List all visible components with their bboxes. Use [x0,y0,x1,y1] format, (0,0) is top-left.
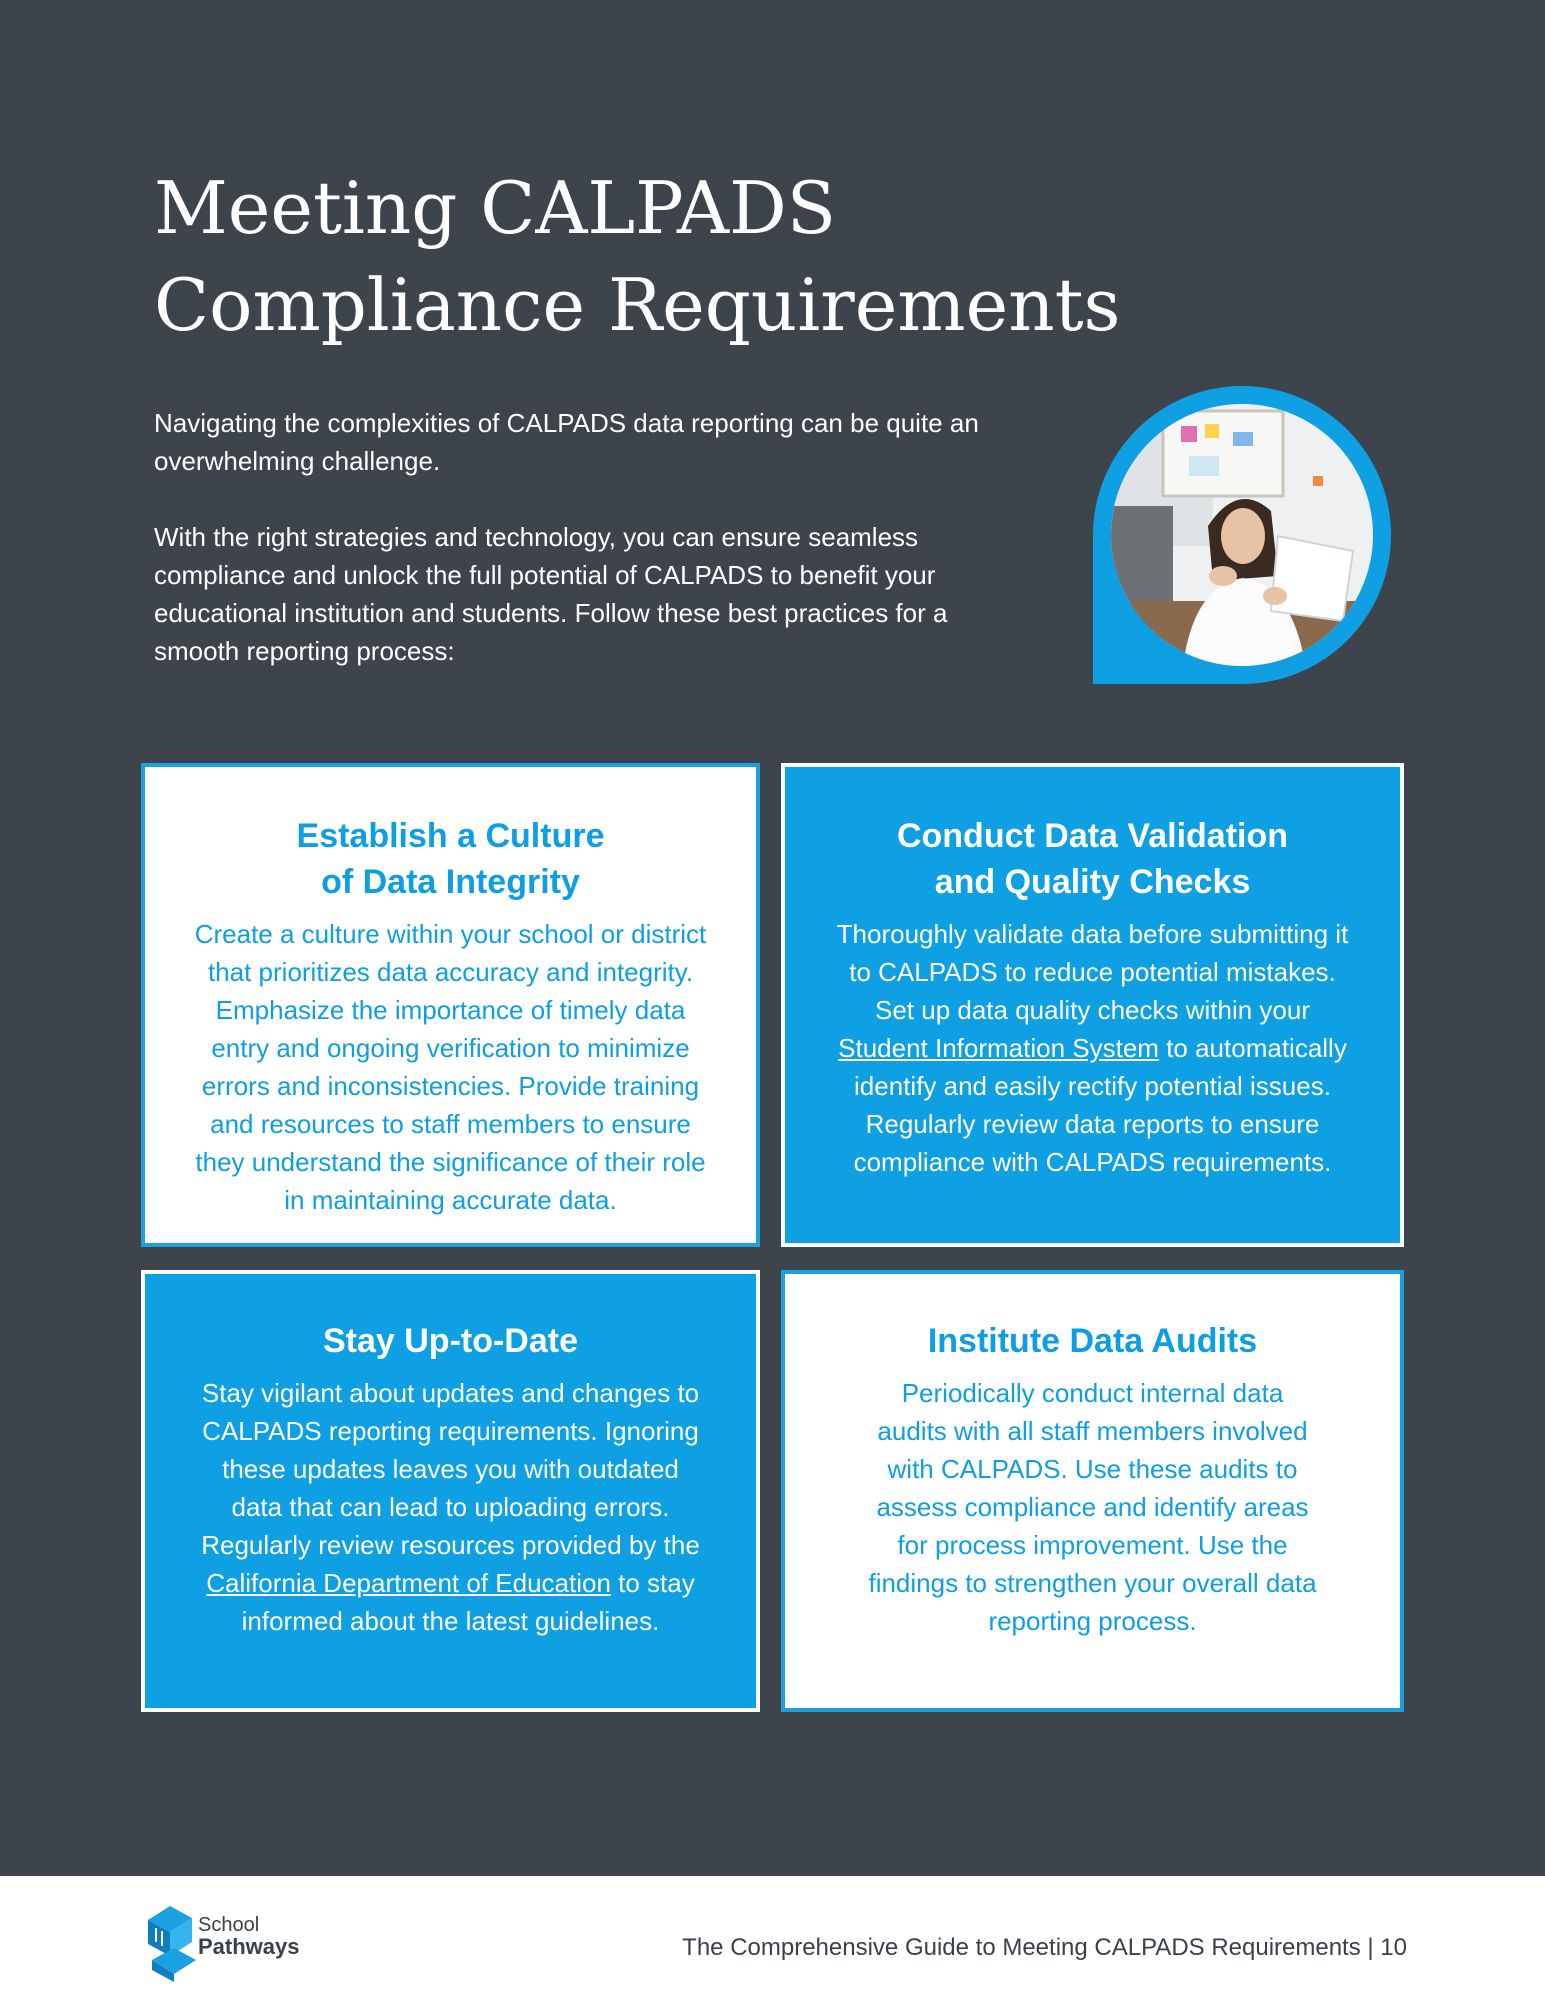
card-body-line: in maintaining accurate data. [284,1185,617,1215]
card-data-integrity-body [173,915,728,1219]
footer-page-label: The Comprehensive Guide to Meeting CALPADS Requirements | 10 [682,1934,1407,1961]
card-body-line: entry and ongoing verification to minimize [211,1033,690,1063]
card-body-line: reporting process. [988,1606,1197,1636]
page-title-line-2: Compliance Requirements [154,263,1121,347]
card-body-line: with CALPADS. Use these audits to [887,1454,1298,1484]
card-body-line: that prioritizes data accuracy and integrity. [207,957,694,987]
card-title-line: Establish a Culture [296,817,605,855]
card-body-line: to CALPADS to reduce potential mistakes. [849,957,1336,987]
card-body-line [813,1029,1372,1067]
card-body-line: Regularly review resources provided by the [201,1530,700,1560]
card-body-line: Create a culture within your school or district [194,919,707,949]
intro-paragraph-2: With the right strategies and technology, you can ensure seamless compliance and unlock the full potential of CALPADS to benefit your educational institution and students. Follow these best practices for a smooth reporting process: [154,522,948,666]
card-body-line: identify and easily rectify potential issues. [854,1071,1331,1101]
student-information-system-link[interactable]: Student Information System [838,1033,1159,1063]
card-data-integrity-title [173,813,728,905]
card-body-line: errors and inconsistencies. Provide training [201,1071,700,1101]
page-title-line-1: Meeting CALPADS [154,166,837,250]
card-data-audits-body [813,1374,1372,1640]
teacher-photo-badge [1093,386,1391,684]
logo-wordmark [198,1914,300,1958]
card-data-validation [781,763,1404,1247]
card-body-line: audits with all staff members involved [877,1416,1308,1446]
card-data-validation-body [813,915,1372,1181]
logo-word-pathways: Pathways [198,1934,300,1959]
intro-paragraph-1: Navigating the complexities of CALPADS data reporting can be quite an overwhelming challenge. [154,408,979,476]
card-body-line: compliance with CALPADS requirements. [853,1147,1332,1177]
card-body-line: Emphasize the importance of timely data [215,995,686,1025]
card-body-line: these updates leaves you with outdated [222,1454,679,1484]
card-data-integrity [141,763,760,1247]
card-body-line: CALPADS reporting requirements. Ignoring [202,1416,699,1446]
page-footer [0,1876,1545,2000]
card-body-line-tail: to stay [610,1568,695,1598]
card-body-line: they understand the significance of their role [195,1147,706,1177]
card-body-line: Thoroughly validate data before submitting it [836,919,1349,949]
card-body-line: Set up data quality checks within your [874,995,1311,1025]
card-body-line: for process improvement. Use the [897,1530,1288,1560]
card-body-line: informed about the latest guidelines. [241,1606,660,1636]
card-body-line: Regularly review data reports to ensure [865,1109,1320,1139]
card-body-line: and resources to staff members to ensure [210,1109,691,1139]
school-pathways-logo [146,1904,306,1984]
card-body-line: data that can lead to uploading errors. [231,1492,670,1522]
logo-word-school: School [198,1914,260,1936]
card-data-audits-title: Institute Data Audits [927,1322,1258,1360]
card-data-audits [781,1270,1404,1712]
card-body-line: Stay vigilant about updates and changes to [201,1378,700,1408]
card-body-line: Periodically conduct internal data [901,1378,1284,1408]
card-stay-up-to-date-title: Stay Up-to-Date [322,1322,579,1360]
card-data-validation-title [813,813,1372,905]
card-stay-up-to-date [141,1270,760,1712]
card-body-line-tail: to automatically [1158,1033,1347,1063]
card-title-line: of Data Integrity [321,863,580,901]
intro-text [154,404,1034,708]
card-title-line: Conduct Data Validation [896,817,1289,855]
page-title [154,160,1154,354]
california-department-of-education-link[interactable]: California Department of Education [206,1568,611,1598]
card-body-line [173,1564,728,1602]
card-body-line: assess compliance and identify areas [876,1492,1309,1522]
card-title-line: and Quality Checks [934,863,1251,901]
card-body-line: findings to strengthen your overall data [868,1568,1317,1598]
card-stay-up-to-date-body [173,1374,728,1640]
school-pathways-logo-icon [146,1904,198,1984]
